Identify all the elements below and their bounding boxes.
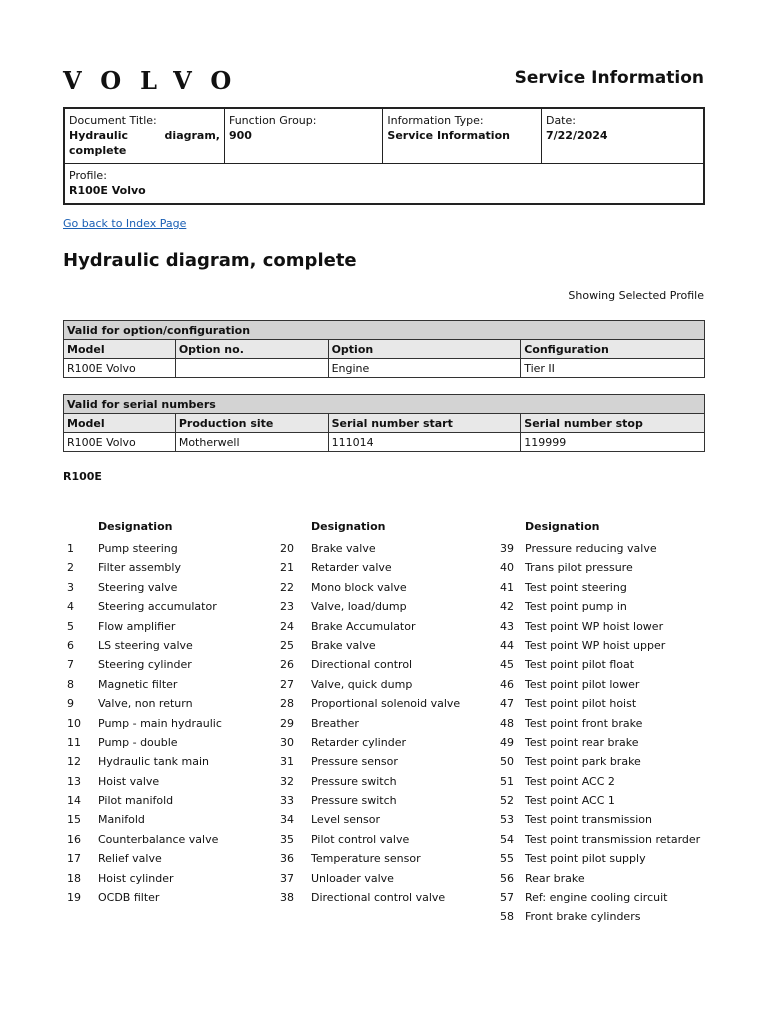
legend-item: [500, 655, 700, 674]
legend-item-designation: Test point pilot float: [525, 658, 635, 672]
legend-item-number: 5: [67, 619, 74, 633]
legend-item: [280, 578, 460, 597]
table-cell: Engine: [328, 359, 521, 378]
legend-item-designation: Retarder valve: [311, 561, 392, 575]
column-header: Option no.: [175, 340, 328, 359]
legend-item: [280, 869, 460, 888]
information-type-cell: [383, 108, 542, 164]
legend-item-number: 13: [67, 774, 81, 788]
legend-item-number: 4: [67, 600, 74, 614]
legend-item-designation: Flow amplifier: [98, 619, 176, 633]
legend-item: [500, 733, 700, 752]
legend-item-designation: Directional control: [311, 658, 413, 672]
legend-item-designation: Filter assembly: [98, 561, 181, 575]
legend-item-number: 29: [280, 716, 294, 730]
legend-item-designation: Pilot manifold: [98, 794, 174, 808]
legend-item: [67, 597, 222, 616]
document-info-table: [63, 107, 705, 205]
column-header: Configuration: [521, 340, 705, 359]
date-cell: [541, 108, 704, 164]
legend-item: [500, 558, 700, 577]
legend-column-2: [280, 519, 460, 907]
legend-item: [67, 694, 222, 713]
legend-item: [500, 791, 700, 810]
legend-item-designation: Directional control valve: [311, 891, 446, 905]
legend-item-number: 43: [500, 619, 514, 633]
profile-value: R100E Volvo: [69, 184, 146, 197]
document-title-cell: [64, 108, 224, 164]
legend-item-designation: Brake Accumulator: [311, 619, 416, 633]
legend-item: [67, 810, 222, 829]
legend-item-number: 50: [500, 755, 514, 769]
legend-item-designation: Steering valve: [98, 580, 178, 594]
legend-item-designation: Test point pilot hoist: [525, 697, 637, 711]
legend-item-number: 49: [500, 735, 514, 749]
legend-item-number: 45: [500, 658, 514, 672]
legend-item-number: 36: [280, 852, 294, 866]
table-caption: Valid for serial numbers: [64, 395, 705, 414]
column-header: Serial number stop: [521, 414, 705, 433]
legend-item-designation: Test point ACC 2: [525, 774, 615, 788]
legend-item-designation: Pressure switch: [311, 794, 397, 808]
table-cell: Tier II: [521, 359, 705, 378]
legend-item: [67, 558, 222, 577]
legend-item: [67, 714, 222, 733]
legend-item: [500, 869, 700, 888]
legend-item-number: 6: [67, 638, 74, 652]
legend-item-number: 30: [280, 735, 294, 749]
legend-item-number: 48: [500, 716, 514, 730]
legend-item-number: 37: [280, 871, 294, 885]
legend-item: [500, 888, 700, 907]
legend-item-number: 24: [280, 619, 294, 633]
serial-numbers-table: [63, 394, 705, 452]
legend-item-number: 25: [280, 638, 294, 652]
legend-item: [67, 539, 222, 558]
volvo-logo: VOLVO: [63, 66, 251, 95]
profile-cell: [64, 164, 704, 205]
legend-heading-label: Designation: [525, 520, 600, 533]
legend-item-designation: LS steering valve: [98, 638, 193, 652]
legend-item-designation: Relief valve: [98, 852, 162, 866]
legend-item-number: 28: [280, 697, 294, 711]
legend-item-designation: Proportional solenoid valve: [311, 697, 461, 711]
legend-item-number: 35: [280, 832, 294, 846]
legend-item-number: 15: [67, 813, 81, 827]
legend-item-designation: Pump - double: [98, 735, 178, 749]
legend-item: [67, 675, 222, 694]
legend-item-designation: Test point WP hoist lower: [525, 619, 664, 633]
legend-item-designation: Pump steering: [98, 542, 178, 555]
legend-item-designation: Temperature sensor: [311, 852, 421, 866]
legend-item: [500, 636, 700, 655]
legend-heading: [280, 519, 460, 539]
legend-item: [500, 907, 700, 926]
page-title: Hydraulic diagram, complete: [63, 250, 357, 271]
legend-item-number: 14: [67, 794, 81, 808]
legend-item-designation: Steering cylinder: [98, 658, 192, 672]
legend-item-designation: OCDB filter: [98, 891, 160, 905]
information-type-value: Service Information: [387, 129, 510, 142]
service-information-title: Service Information: [514, 68, 704, 88]
legend-item-designation: Breather: [311, 716, 359, 730]
legend-item-number: 8: [67, 677, 74, 691]
column-header: Model: [64, 414, 176, 433]
column-header: Option: [328, 340, 521, 359]
legend-item-number: 54: [500, 832, 514, 846]
legend-item: [280, 636, 460, 655]
legend-item-number: 3: [67, 580, 74, 594]
legend-item-designation: Trans pilot pressure: [525, 561, 633, 575]
table-row: [64, 433, 705, 452]
function-group-label: Function Group:: [228, 114, 317, 127]
table-cell: R100E Volvo: [64, 433, 176, 452]
legend-item-number: 16: [67, 832, 81, 846]
legend-item: [67, 772, 222, 791]
legend-item-number: 46: [500, 677, 514, 691]
profile-note: Showing Selected Profile: [568, 289, 704, 302]
legend-item-number: 56: [500, 871, 514, 885]
legend-item-number: 41: [500, 580, 514, 594]
legend-item-designation: Rear brake: [525, 871, 585, 885]
legend-item: [280, 675, 460, 694]
legend-item: [500, 597, 700, 616]
legend-item-number: 2: [67, 561, 74, 575]
legend-item-designation: Hoist cylinder: [98, 871, 174, 885]
legend-item-number: 19: [67, 891, 81, 905]
profile-label: Profile:: [69, 169, 107, 182]
legend-item-designation: Test point transmission retarder: [525, 832, 701, 846]
table-cell: Motherwell: [175, 433, 328, 452]
legend-item-number: 32: [280, 774, 294, 788]
legend-item: [500, 714, 700, 733]
legend-item-designation: Test point WP hoist upper: [525, 638, 666, 652]
legend-item: [500, 675, 700, 694]
legend-item-designation: Test point pump in: [525, 600, 627, 614]
legend-item: [280, 849, 460, 868]
information-type-label: Information Type:: [387, 114, 484, 127]
legend-item-number: 20: [280, 542, 294, 555]
function-group-cell: [224, 108, 382, 164]
legend-item-number: 51: [500, 774, 514, 788]
legend-heading-label: Designation: [311, 520, 386, 533]
legend-item-number: 53: [500, 813, 514, 827]
legend-item-designation: Retarder cylinder: [311, 735, 406, 749]
legend-item: [280, 694, 460, 713]
date-value: 7/22/2024: [545, 129, 608, 142]
legend-item-number: 10: [67, 716, 81, 730]
legend-item-designation: Pressure sensor: [311, 755, 398, 769]
legend-item: [280, 888, 460, 907]
legend-item: [280, 733, 460, 752]
legend-item-designation: Valve, load/dump: [311, 600, 407, 614]
legend-item-designation: Test point transmission: [525, 813, 652, 827]
legend-item-number: 38: [280, 891, 294, 905]
legend-item: [67, 617, 222, 636]
table-row: [64, 359, 705, 378]
legend-item: [67, 791, 222, 810]
function-group-value: 900: [228, 129, 252, 142]
table-cell: 111014: [328, 433, 521, 452]
legend-item-number: 58: [500, 910, 514, 924]
legend-heading-label: Designation: [98, 520, 173, 533]
legend-item: [280, 558, 460, 577]
legend-heading: [67, 519, 222, 539]
legend-item-number: 18: [67, 871, 81, 885]
legend-item: [500, 578, 700, 597]
legend-item-designation: Counterbalance valve: [98, 832, 219, 846]
legend-item-designation: Steering accumulator: [98, 600, 217, 614]
legend-item-designation: Valve, quick dump: [311, 677, 413, 691]
legend-item-designation: Unloader valve: [311, 871, 394, 885]
legend-item-designation: Brake valve: [311, 542, 376, 555]
legend-item-designation: Ref: engine cooling circuit: [525, 891, 668, 905]
table-cell: [175, 359, 328, 378]
legend-item-designation: Test point steering: [525, 580, 627, 594]
option-configuration-table: [63, 320, 705, 378]
legend-item: [280, 597, 460, 616]
legend-item-designation: Mono block valve: [311, 580, 407, 594]
legend-item-number: 34: [280, 813, 294, 827]
legend-item-number: 40: [500, 561, 514, 575]
legend-item: [280, 791, 460, 810]
legend-item-number: 1: [67, 542, 74, 555]
table-cell: 119999: [521, 433, 705, 452]
legend-item-designation: Front brake cylinders: [525, 910, 641, 924]
legend-item-number: 26: [280, 658, 294, 672]
legend-item-number: 9: [67, 697, 74, 711]
legend-item: [67, 636, 222, 655]
legend-item: [67, 655, 222, 674]
legend-item-designation: Test point pilot lower: [525, 677, 640, 691]
legend-item-number: 22: [280, 580, 294, 594]
legend-item-designation: Level sensor: [311, 813, 380, 827]
legend-item-designation: Pressure reducing valve: [525, 542, 657, 555]
legend-item: [67, 733, 222, 752]
date-label: Date:: [545, 114, 576, 127]
legend-item-number: 57: [500, 891, 514, 905]
legend-item: [67, 849, 222, 868]
legend-column-1: [67, 519, 222, 907]
legend-item-designation: Brake valve: [311, 638, 376, 652]
legend-item-number: 33: [280, 794, 294, 808]
legend-item-number: 12: [67, 755, 81, 769]
legend-item-designation: Magnetic filter: [98, 677, 178, 691]
legend-item: [280, 772, 460, 791]
column-header: Serial number start: [328, 414, 521, 433]
document-title-label: Document Title:: [69, 114, 157, 127]
legend-item: [280, 752, 460, 771]
legend-item-number: 47: [500, 697, 514, 711]
model-label: R100E: [63, 470, 102, 483]
legend-item-designation: Test point ACC 1: [525, 794, 615, 808]
legend-item: [500, 772, 700, 791]
legend-item-number: 52: [500, 794, 514, 808]
legend-item: [500, 694, 700, 713]
legend-item: [500, 539, 700, 558]
legend-item-number: 27: [280, 677, 294, 691]
legend-item-designation: Manifold: [98, 813, 145, 827]
legend-item-number: 44: [500, 638, 514, 652]
legend-item: [500, 830, 700, 849]
legend-column-3: [500, 519, 700, 927]
legend-item-number: 23: [280, 600, 294, 614]
legend-item: [500, 810, 700, 829]
legend-item-designation: Test point front brake: [525, 716, 643, 730]
legend-item-designation: Pilot control valve: [311, 832, 410, 846]
legend-item-number: 42: [500, 600, 514, 614]
legend-item-designation: Valve, non return: [98, 697, 193, 711]
legend-item: [500, 752, 700, 771]
legend-item-designation: Hoist valve: [98, 774, 160, 788]
legend-item: [67, 578, 222, 597]
legend-item: [280, 830, 460, 849]
legend-item: [280, 617, 460, 636]
column-header: Production site: [175, 414, 328, 433]
legend-item-number: 11: [67, 735, 81, 749]
legend-item-number: 21: [280, 561, 294, 575]
legend-item: [67, 869, 222, 888]
legend-item: [280, 714, 460, 733]
table-caption: Valid for option/configuration: [64, 321, 705, 340]
legend-item: [500, 849, 700, 868]
legend-item: [67, 888, 222, 907]
table-cell: R100E Volvo: [64, 359, 176, 378]
column-header: Model: [64, 340, 176, 359]
legend-item: [280, 655, 460, 674]
legend-item-number: 17: [67, 852, 81, 866]
legend-item-number: 55: [500, 852, 514, 866]
legend-item-designation: Hydraulic tank main: [98, 755, 210, 769]
legend-item-number: 7: [67, 658, 74, 672]
legend-item: [280, 539, 460, 558]
legend-item: [500, 617, 700, 636]
document-title-value: Hydraulic diagram, complete: [69, 129, 220, 157]
back-to-index-link[interactable]: Go back to Index Page: [63, 217, 187, 230]
legend-item-designation: Test point pilot supply: [525, 852, 646, 866]
legend-item: [67, 830, 222, 849]
legend-item-number: 31: [280, 755, 294, 769]
legend-item-number: 39: [500, 542, 514, 555]
legend-item-designation: Pressure switch: [311, 774, 397, 788]
legend-item-designation: Test point park brake: [525, 755, 641, 769]
legend-item-designation: Pump - main hydraulic: [98, 716, 222, 730]
legend-item: [67, 752, 222, 771]
legend-item: [280, 810, 460, 829]
legend-heading: [500, 519, 700, 539]
legend-item-designation: Test point rear brake: [525, 735, 639, 749]
